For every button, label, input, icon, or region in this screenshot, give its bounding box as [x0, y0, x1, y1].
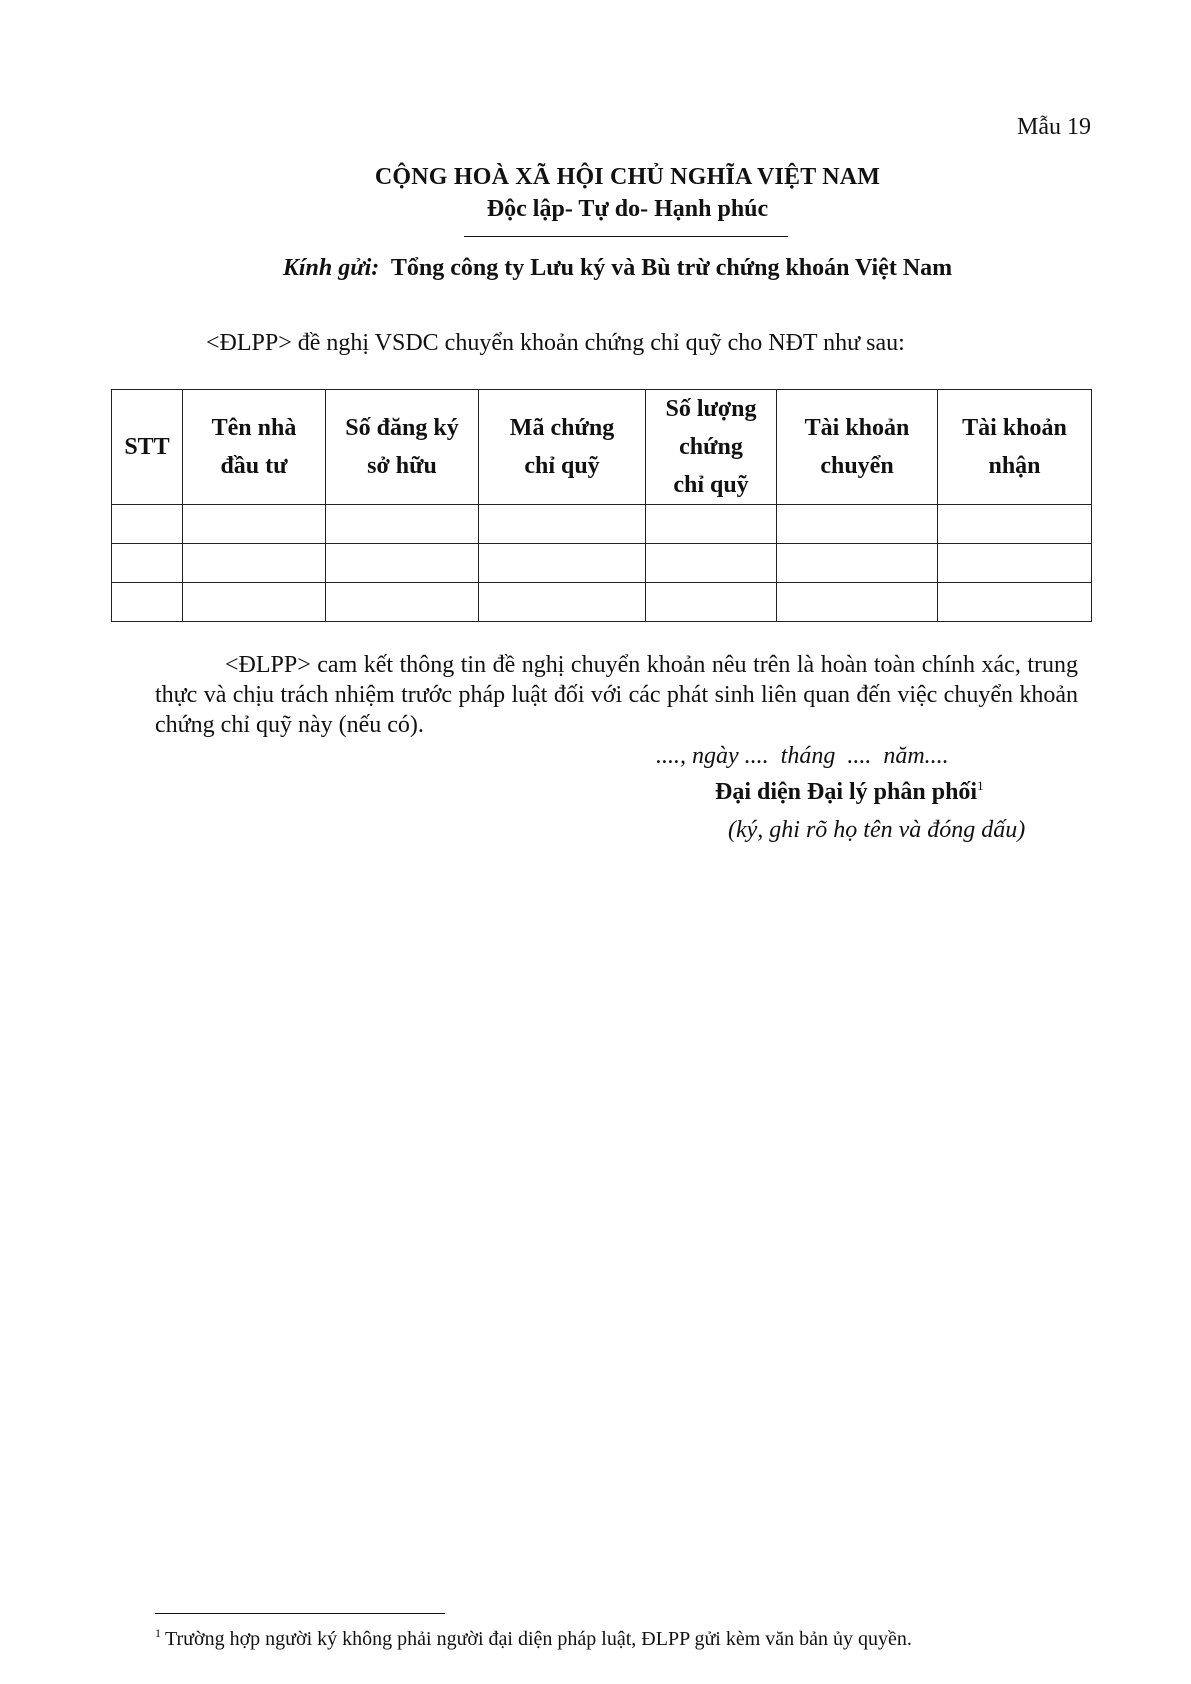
- footnote-mark: 1: [155, 1626, 161, 1640]
- column-header-line: Tài khoản: [962, 415, 1067, 441]
- column-header-line: sở hữu: [367, 453, 437, 479]
- table-cell[interactable]: [938, 544, 1092, 583]
- table-cell[interactable]: [112, 583, 183, 622]
- national-motto: Độc lập- Tự do- Hạnh phúc: [486, 196, 769, 222]
- commitment-paragraph: <ĐLPP> cam kết thông tin đề nghị chuyển khoản nêu trên là hoàn toàn chính xác, trung thực và chịu trách nhiệm trước pháp luật đối với các phát sinh liên quan đến việc chuyển khoản chứng chỉ quỹ này (nếu có).: [155, 652, 1078, 738]
- column-header-line: Tài khoản: [804, 415, 910, 441]
- table-cell[interactable]: [326, 544, 479, 583]
- addressee-name: Tổng công ty Lưu ký và Bù trừ chứng khoán Việt Nam: [390, 255, 953, 281]
- column-header: [777, 390, 938, 505]
- table-cell[interactable]: [777, 544, 938, 583]
- column-header-line: Số lượng: [665, 396, 757, 422]
- addressee-label: Kính gửi:: [282, 255, 380, 281]
- column-header-line: nhận: [988, 453, 1041, 479]
- national-title: CỘNG HOÀ XÃ HỘI CHỦ NGHĨA VIỆT NAM: [374, 164, 881, 190]
- table-cell[interactable]: [777, 505, 938, 544]
- column-header-line: chuyển: [820, 453, 894, 479]
- date-line: ...., ngày .... tháng .... năm....: [656, 743, 949, 769]
- column-header-line: Mã chứng: [509, 415, 615, 441]
- column-header: [183, 390, 326, 505]
- intro-paragraph: <ĐLPP> đề nghị VSDC chuyển khoản chứng chỉ quỹ cho NĐT như sau:: [206, 330, 905, 356]
- table-cell[interactable]: [479, 544, 646, 583]
- column-header-line: chứng: [679, 434, 743, 460]
- transfer-table: [111, 389, 1092, 622]
- column-header-line: đầu tư: [220, 453, 288, 479]
- column-header-line: chỉ quỹ: [673, 472, 749, 498]
- column-header-line: STT: [124, 434, 170, 460]
- table-cell[interactable]: [479, 583, 646, 622]
- column-header: [112, 390, 183, 505]
- table-row: [112, 544, 1092, 583]
- table-cell[interactable]: [938, 505, 1092, 544]
- addressee-line: [0, 255, 1191, 282]
- signature-instruction: (ký, ghi rõ họ tên và đóng dấu): [728, 817, 1026, 843]
- table-cell[interactable]: [183, 544, 326, 583]
- table-cell[interactable]: [112, 505, 183, 544]
- footnote-text: Trường hợp người ký không phải người đại diện pháp luật, ĐLPP gửi kèm văn bản ủy quyền.: [165, 1628, 912, 1650]
- table-row: [112, 505, 1092, 544]
- footnote-reference: 1: [977, 778, 984, 793]
- table-cell[interactable]: [646, 583, 777, 622]
- column-header: [479, 390, 646, 505]
- column-header-line: Tên nhà: [211, 415, 297, 441]
- column-header-line: Số đăng ký: [345, 415, 459, 441]
- table-row: [112, 583, 1092, 622]
- form-number: Mẫu 19: [1017, 114, 1091, 140]
- column-header: [938, 390, 1092, 505]
- table-cell[interactable]: [326, 505, 479, 544]
- motto-underline: [464, 236, 788, 237]
- footnote: [155, 1628, 912, 1651]
- column-header: [326, 390, 479, 505]
- table-cell[interactable]: [112, 544, 183, 583]
- table-cell[interactable]: [777, 583, 938, 622]
- table-cell[interactable]: [646, 505, 777, 544]
- table-cell[interactable]: [183, 583, 326, 622]
- table-cell[interactable]: [938, 583, 1092, 622]
- signer-title-text: Đại diện Đại lý phân phối: [715, 779, 978, 805]
- table-header-row: [112, 390, 1092, 505]
- table-cell[interactable]: [479, 505, 646, 544]
- table-cell[interactable]: [646, 544, 777, 583]
- column-header: [646, 390, 777, 505]
- signer-title: [715, 779, 984, 806]
- table-cell[interactable]: [183, 505, 326, 544]
- table-cell[interactable]: [326, 583, 479, 622]
- column-header-line: chỉ quỹ: [524, 453, 600, 479]
- footnote-separator: [155, 1613, 445, 1614]
